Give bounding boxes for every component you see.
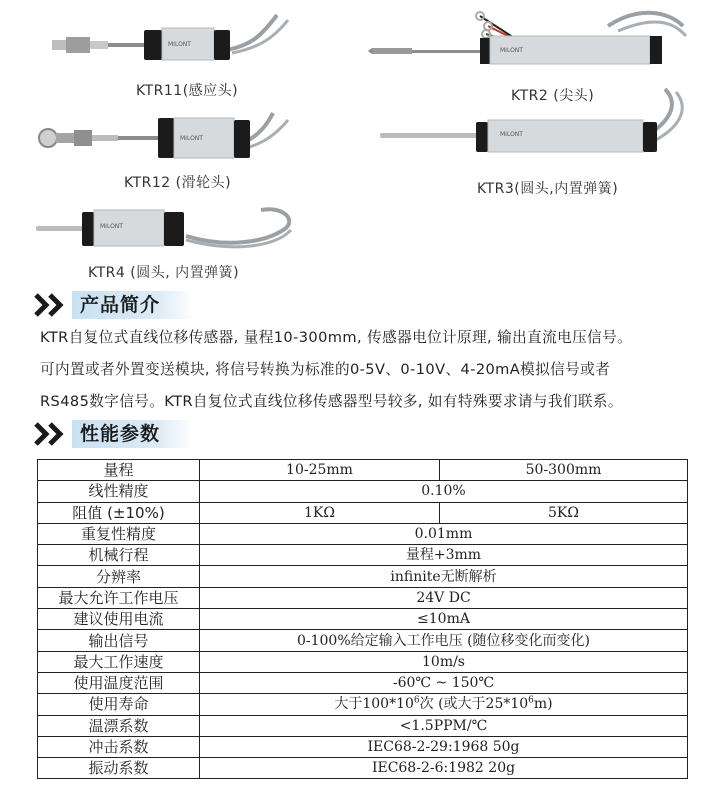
spec-value: ≤10mA [200, 609, 688, 630]
table-row [38, 672, 688, 693]
spec-value: infinite无断解析 [200, 566, 688, 587]
svg-text:MILONT: MILONT [180, 135, 203, 142]
spec-value: 1KΩ [200, 502, 440, 523]
product-ktr12-caption: KTR12 (滑轮头) [124, 175, 232, 191]
spec-label: 重复性精度 [38, 523, 200, 544]
product-ktr12-image [38, 108, 298, 170]
spec-value: -60℃ ~ 150℃ [200, 672, 688, 693]
spec-table [37, 459, 688, 779]
intro-line-1: KTR自复位式直线位移传感器, 量程10-300mm, 传感器电位计原理, 输出直流电压信号。 [40, 329, 633, 346]
life-exponent-2: 6 [528, 695, 534, 706]
intro-line-2: 可内置或者外置变送模块, 将信号转换为标准的0-5V、0-10V、4-20mA模拟信号或者 [40, 361, 611, 378]
spec-value: 10-25mm [200, 460, 440, 481]
intro-section-header [34, 291, 334, 319]
spec-value: 0.01mm [200, 523, 688, 544]
svg-text:MILONT: MILONT [500, 47, 523, 54]
spec-label: 使用温度范围 [38, 672, 200, 693]
table-row [38, 502, 688, 523]
intro-section-title: 产品简介 [72, 291, 194, 319]
spec-label: 阻值 (±10%) [38, 502, 200, 523]
table-row [38, 651, 688, 672]
table-row [38, 758, 688, 779]
product-ktr2-image [368, 6, 688, 78]
intro-paragraph [40, 322, 700, 418]
svg-text:MILONT: MILONT [500, 131, 523, 138]
spec-label: 量程 [38, 460, 200, 481]
product-ktr11-caption: KTR11(感应头) [136, 83, 239, 99]
spec-label: 分辨率 [38, 566, 200, 587]
spec-label: 温漂系数 [38, 715, 200, 736]
spec-value: IEC68-2-6:1982 20g [200, 758, 688, 779]
table-row [38, 609, 688, 630]
life-text-pre: 大于100*10 [334, 696, 414, 713]
spec-value: 0.10% [200, 481, 688, 502]
product-ktr4-caption: KTR4 (圆头, 内置弹簧) [88, 265, 240, 281]
spec-label: 振动系数 [38, 758, 200, 779]
table-row [38, 715, 688, 736]
table-row [38, 460, 688, 481]
svg-text:MILONT: MILONT [168, 41, 191, 48]
table-row [38, 694, 688, 715]
spec-section-title: 性能参数 [72, 420, 194, 448]
spec-value-life [200, 694, 688, 715]
spec-label: 机械行程 [38, 545, 200, 566]
svg-text:MILONT: MILONT [100, 223, 123, 230]
intro-line-3: RS485数字信号。KTR自复位式直线位移传感器型号较多, 如有特殊要求请与我们联系。 [40, 393, 623, 410]
spec-value: 50-300mm [440, 460, 688, 481]
spec-value: <1.5PPM/℃ [200, 715, 688, 736]
product-ktr3-image [380, 84, 692, 164]
spec-value: 10m/s [200, 651, 688, 672]
spec-label: 线性精度 [38, 481, 200, 502]
life-text-post: m) [533, 696, 553, 713]
product-ktr3-caption: KTR3(圆头,内置弹簧) [477, 181, 619, 197]
table-row [38, 587, 688, 608]
double-chevron-right-icon [34, 420, 72, 448]
spec-value: IEC68-2-29:1968 50g [200, 736, 688, 757]
table-row [38, 566, 688, 587]
double-chevron-right-icon [34, 291, 72, 319]
life-text-mid: 次 (或大于25*10 [419, 696, 529, 713]
product-ktr11-image [52, 10, 297, 75]
product-ktr2-caption: KTR2 (尖头) [511, 88, 595, 104]
spec-value: 0-100%给定输入工作电压 (随位移变化而变化) [200, 630, 688, 651]
spec-value: 5KΩ [440, 502, 688, 523]
spec-label: 使用寿命 [38, 694, 200, 715]
table-row [38, 736, 688, 757]
spec-label: 最大允许工作电压 [38, 587, 200, 608]
life-exponent-1: 6 [413, 695, 420, 706]
table-row [38, 481, 688, 502]
spec-value: 量程+3mm [200, 545, 688, 566]
spec-section-header [34, 420, 334, 448]
table-row [38, 523, 688, 544]
table-row [38, 630, 688, 651]
table-row [38, 545, 688, 566]
spec-label: 建议使用电流 [38, 609, 200, 630]
spec-label: 输出信号 [38, 630, 200, 651]
product-ktr4-image [36, 198, 298, 258]
spec-label: 冲击系数 [38, 736, 200, 757]
spec-label: 最大工作速度 [38, 651, 200, 672]
spec-value: 24V DC [200, 587, 688, 608]
